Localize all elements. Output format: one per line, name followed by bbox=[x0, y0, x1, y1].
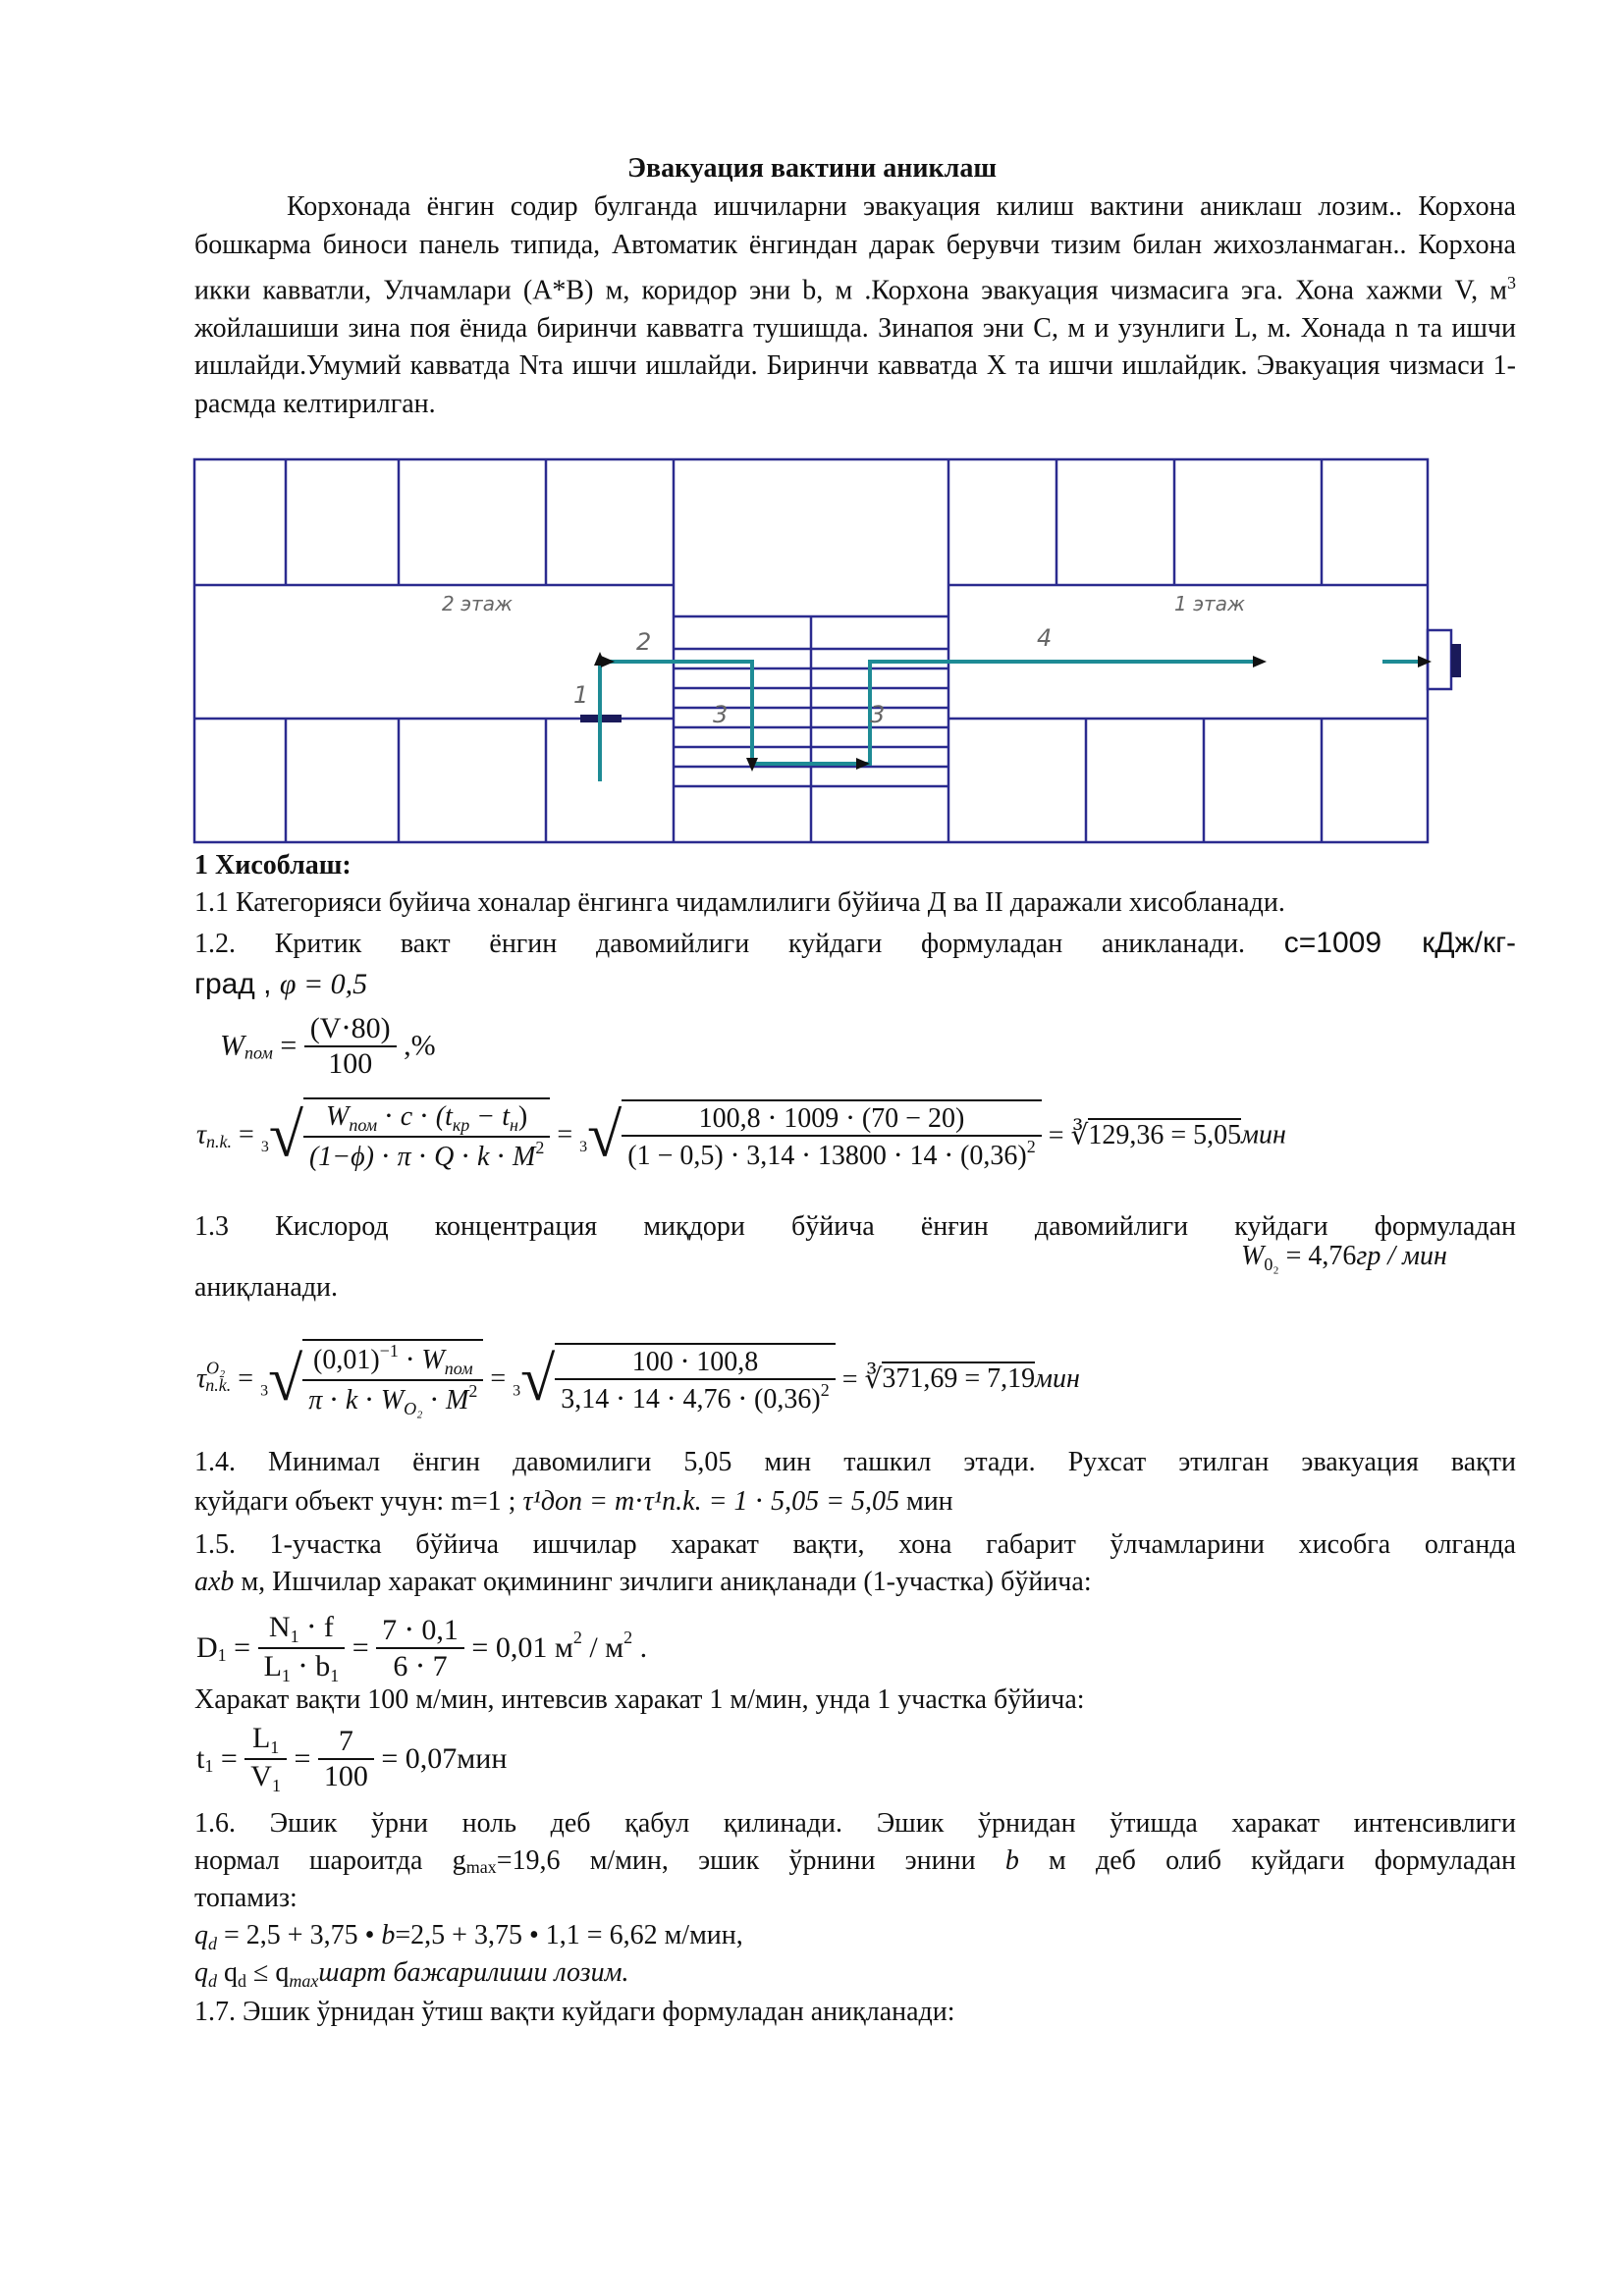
path-label-2: 2 bbox=[636, 628, 652, 656]
document-title: Эвакуация вактини аниклаш bbox=[626, 153, 998, 184]
paragraph-1-4-cont: куйдаги объект учун: m=1 ; τ¹доп = m⋅τ¹n.k. = 1 ⋅ 5,05 = 5,05 мин bbox=[194, 1486, 953, 1517]
paragraph-1-5: 1.5. 1-участка бўйича ишчилар харакат вақти, хона габарит ўлчамларини хисобга олганда bbox=[194, 1529, 1516, 1560]
paragraph-1-6-end: топамиз: bbox=[194, 1883, 298, 1913]
paragraph-1-6: 1.6. Эшик ўрни ноль деб қабул қилинади. Эшик ўрнидан ўтишда харакат интенсивлиги bbox=[194, 1808, 1516, 1839]
section-heading: 1 Хисоблаш: bbox=[194, 850, 352, 881]
formula-w-pom: $W_{пом}$ = $\frac{(V\cdot 80)}{100}$ ,% bbox=[220, 1012, 436, 1080]
intro-paragraph: Корхонада ёнгин содир булганда ишчиларни эвакуация килиш вактини аниклаш лозим.. Корхона бошкарма биноси панель типида, Автоматик ёнгиндан дарак берувчи тизим билан жихозланмаган.. Корхона икки кавватли, Улчамлари (А*В) м, коридор эни b, м .Корхона эвакуация чизмасига эга. Хона хажми V, $м^3$ жойлашиши зина поя ёнида биринчи кавватга тушишда. Зинапоя эни С, м и узунлиги L, м. Хонада n та ишчи ишлайди.Умумий кавватда Nта ишчи ишлайди. Биринчи кавватда X та ишчи ишлайдик. Эвакуация чизмаси 1-расмда келтирилган. bbox=[194, 191, 1516, 419]
path-label-3a: 3 bbox=[713, 701, 729, 728]
paragraph-1-2: 1.2. Критик вакт ёнгин давомийлиги куйдаги формуладан аникланади. с=1009 кДж/кг- bbox=[194, 927, 1516, 959]
formula-density: $D_1$ = $\frac{N_1 \cdot f}{L_1 \cdot b_1}$ = $\frac{7 \cdot 0,1}{6 \cdot 7}$ = 0,01 $м^2 / м^2$ . bbox=[196, 1611, 648, 1685]
exit-door-icon bbox=[1451, 644, 1461, 677]
paragraph-1-6-cont: нормал шароитда gmax=19,6 м/мин, эшик ўрнини энини b м деб олиб куйдаги формуладан bbox=[194, 1845, 1516, 1877]
formula-w-o2: $W_{0_2} = 4,76гр$ / мин bbox=[1241, 1241, 1447, 1274]
paragraph-1-3-cont: аниқланади. bbox=[194, 1272, 339, 1303]
formula-tau-oxygen: $\tau^{O_2}_{n.k.} = _3√$ $\frac{(0,01)^{-1} \cdot W_{пом}}{\pi \cdot k \cdot W_{O_2} \cdot M^2}$ = $_3$√ $\frac{100 \cdot 100,8}{3,14 \cdot 14 \cdot 4,76 \cdot (0,36)^2}$ = ∛371,69 = 7,19мин bbox=[196, 1341, 1080, 1418]
path-label-4: 4 bbox=[1037, 624, 1053, 652]
paragraph-speed: Харакат вақти 100 м/мин, интевсив харакат 1 м/мин, унда 1 участка бўйича: bbox=[194, 1684, 1085, 1715]
formula-time: $t_1$ = $\frac{L_1}{V_1}$ = $\frac{7}{100}$ = 0,07мин bbox=[196, 1722, 508, 1795]
formula-qd-condition: $q_d$ $q_d$ ≤ $q_{max}шарт$ бажарилиши лозим. bbox=[194, 1957, 629, 1991]
path-label-1: 1 bbox=[573, 681, 589, 709]
paragraph-1-2-cont: град , φ = 0,5 bbox=[194, 968, 368, 1000]
evacuation-diagram bbox=[192, 457, 1489, 846]
floor2-label: 2 этаж bbox=[442, 592, 513, 615]
path-label-3b: 3 bbox=[870, 701, 886, 728]
paragraph-1-4: 1.4. Минимал ёнгин давомилиги 5,05 мин ташкил этади. Рухсат этилган эвакуация вақти bbox=[194, 1447, 1516, 1477]
floor1-label: 1 этаж bbox=[1174, 592, 1245, 615]
paragraph-1-5-cont: axb м, Ишчилар харакат оқимининг зичлиги аниқланади (1-участка) бўйича: bbox=[194, 1567, 1092, 1597]
formula-qd: $q_d = 2,5 + 3,75$ • b=2,5 + 3,75 • 1,1 = 6,62 м/мин, bbox=[194, 1920, 743, 1953]
formula-tau-critical: $\tau_{n.k.} = _3√$ $\frac{W_{пом} \cdot c \cdot (t_{кр} - t_н)}{(1-\phi) \cdot \pi \cdot Q \cdot k \cdot M^2}$ = $_3$√ $\frac{100,8 \cdot 1009 \cdot (70 - 20)}{(1 - 0,5) \cdot 3,14 \cdot 13800 \cdot 14 \cdot (0,36)^2}$ = ∛129,36 = 5,05мин bbox=[196, 1097, 1286, 1173]
paragraph-1-3: 1.3 Кислород концентрация миқдори бўйича ёнғин давомийлиги куйдаги формуладан bbox=[194, 1211, 1516, 1242]
paragraph-1-7: 1.7. Эшик ўрнидан ўтиш вақти куйдаги формуладан аниқланади: bbox=[194, 1997, 955, 2027]
paragraph-1-1: 1.1 Категорияси буйича хоналар ёнгинга чидамлилиги бўйича Д ва II даражали хисобланади. bbox=[194, 887, 1285, 918]
